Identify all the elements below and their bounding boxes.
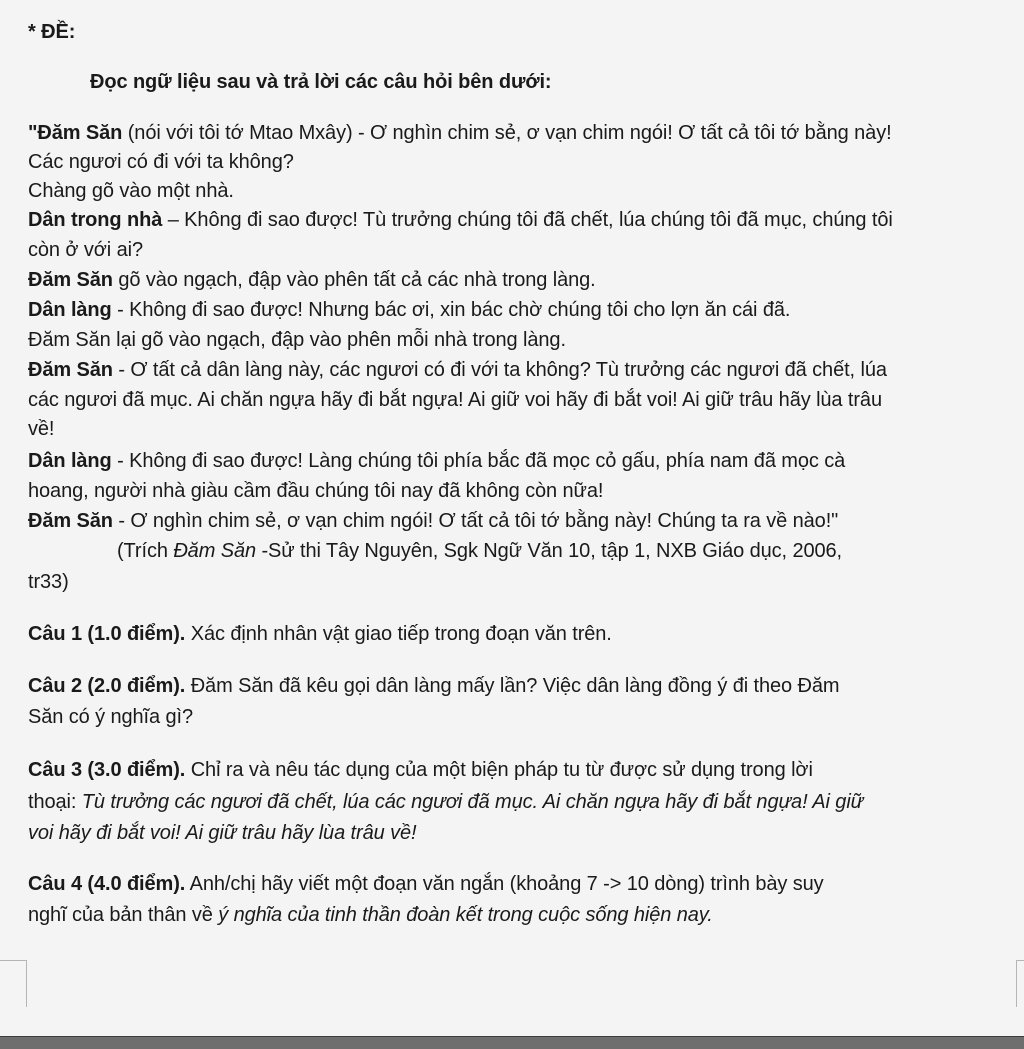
passage-line: còn ở với ai? xyxy=(28,239,143,261)
citation-page: tr33) xyxy=(28,571,69,593)
passage-line: Dân làng - Không đi sao được! Nhưng bác ơi, xin bác chờ chúng tôi cho lợn ăn cái đã. xyxy=(28,299,791,321)
speaker-label: Dân làng xyxy=(28,450,112,472)
question-line: thoại: Tù trưởng các ngươi đã chết, lúa các ngươi đã mục. Ai chăn ngựa hãy đi bắt ngựa! Ai giữ xyxy=(28,791,864,813)
speaker-label: Đăm Săn xyxy=(28,510,113,532)
question-line: Săn có ý nghĩa gì? xyxy=(28,706,193,728)
question-line: Câu 1 (1.0 điểm). Xác định nhân vật giao tiếp trong đoạn văn trên. xyxy=(28,623,612,645)
passage-line: Đăm Săn - Ơ tất cả dân làng này, các ngươi có đi với ta không? Tù trưởng các ngươi đã chết, lúa xyxy=(28,359,887,381)
page-corner-marker-left xyxy=(0,960,27,1007)
passage-line: Đăm Săn - Ơ nghìn chim sẻ, ơ vạn chim ngói! Ơ tất cả tôi tớ bằng này! Chúng ta ra về nào!" xyxy=(28,510,839,532)
passage-line: Dân làng - Không đi sao được! Làng chúng tôi phía bắc đã mọc cỏ gấu, phía nam đã mọc cà xyxy=(28,450,846,472)
question-label: Câu 1 (1.0 điểm). xyxy=(28,623,186,645)
question-label: Câu 4 (4.0 điểm). xyxy=(28,873,186,895)
passage-line: hoang, người nhà giàu cầm đầu chúng tôi nay đã không còn nữa! xyxy=(28,480,604,502)
question-line: voi hãy đi bắt voi! Ai giữ trâu hãy lùa trâu về! xyxy=(28,822,417,844)
page-corner-marker-right xyxy=(1016,960,1024,1007)
question-line: nghĩ của bản thân về ý nghĩa của tinh thần đoàn kết trong cuộc sống hiện nay. xyxy=(28,904,713,926)
speaker-label: Đăm Săn xyxy=(28,269,113,291)
passage-line: về! xyxy=(28,418,55,440)
question-label: Câu 3 (3.0 điểm). xyxy=(28,759,186,781)
passage-line: Đăm Săn lại gõ vào ngạch, đập vào phên mỗi nhà trong làng. xyxy=(28,329,566,351)
passage-line: "Đăm Săn (nói với tôi tớ Mtao Mxây) - Ơ nghìn chim sẻ, ơ vạn chim ngói! Ơ tất cả tôi tớ bằng này! xyxy=(28,122,892,144)
speaker-label: Dân trong nhà xyxy=(28,209,163,231)
passage-line: các ngươi đã mục. Ai chăn ngựa hãy đi bắt ngựa! Ai giữ voi hãy đi bắt voi! Ai giữ trâu hãy lùa trâu xyxy=(28,389,882,411)
speaker-label: Đăm Săn xyxy=(28,359,113,381)
passage-line: Đăm Săn gõ vào ngạch, đập vào phên tất cả các nhà trong làng. xyxy=(28,269,596,291)
bottom-bar xyxy=(0,1036,1024,1049)
citation-line: (Trích Đăm Săn -Sử thi Tây Nguyên, Sgk Ngữ Văn 10, tập 1, NXB Giáo dục, 2006, xyxy=(117,540,843,562)
question-line: Câu 3 (3.0 điểm). Chỉ ra và nêu tác dụng của một biện pháp tu từ được sử dụng trong lời xyxy=(28,759,813,781)
speaker-label: "Đăm Săn xyxy=(28,122,123,144)
instruction: Đọc ngữ liệu sau và trả lời các câu hỏi bên dưới: xyxy=(90,71,552,93)
question-label: Câu 2 (2.0 điểm). xyxy=(28,675,186,697)
heading: * ĐỀ: xyxy=(28,21,76,43)
question-line: Câu 4 (4.0 điểm). Anh/chị hãy viết một đoạn văn ngắn (khoảng 7 -> 10 dòng) trình bày suy xyxy=(28,873,824,895)
passage-line: Dân trong nhà – Không đi sao được! Tù trưởng chúng tôi đã chết, lúa chúng tôi đã mục, chúng tôi xyxy=(28,209,893,231)
speaker-label: Dân làng xyxy=(28,299,112,321)
passage-line: Chàng gõ vào một nhà. xyxy=(28,180,234,202)
passage-line: Các ngươi có đi với ta không? xyxy=(28,151,294,173)
question-line: Câu 2 (2.0 điểm). Đăm Săn đã kêu gọi dân làng mấy lần? Việc dân làng đồng ý đi theo Đăm xyxy=(28,675,840,697)
